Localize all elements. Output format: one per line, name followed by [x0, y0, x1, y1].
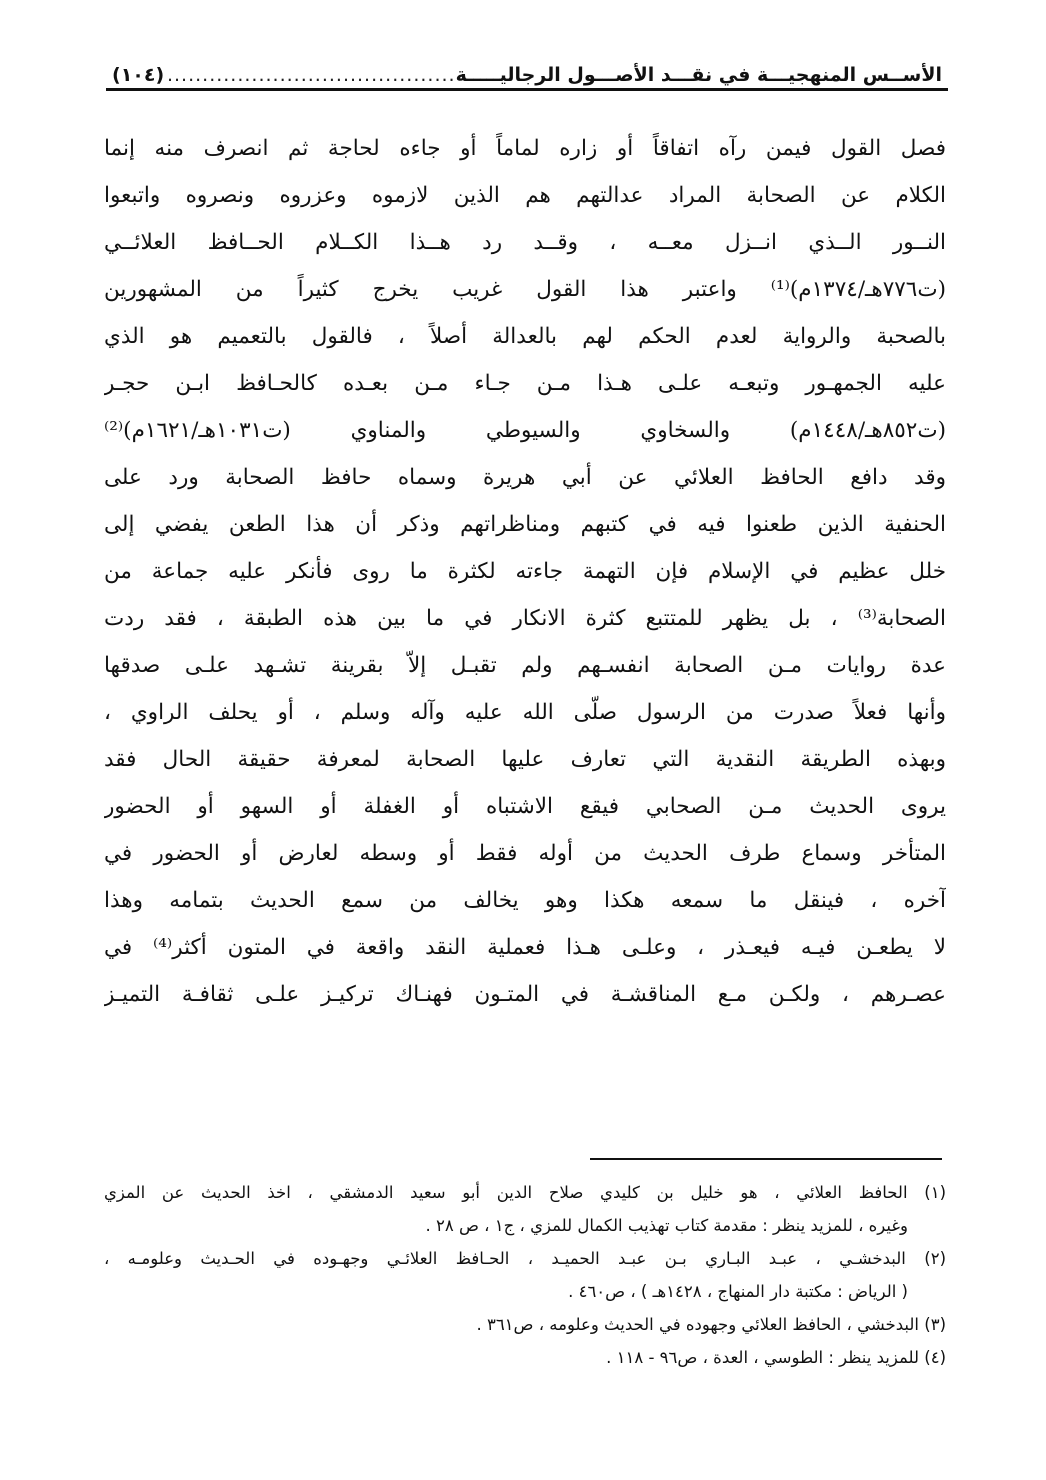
body-line: خلل عظيم في الإسلام فإن التهمة جاءته لكثرة ما روى فأنكر عليه جماعة من [104, 559, 946, 584]
body-line: عدة روايات مـن الصحابة انفسـهم ولم تقبـل إلاّ بقرينة تشـهد علـى صدقها [104, 653, 946, 678]
body-line: الصحابة⁽³⁾ ، بل يظهر للمتتبع كثرة الانكار في ما بين هذه الطبقة ، فقد ردت [104, 606, 946, 631]
footnote-separator [590, 1158, 942, 1160]
footnote-line: ( الرياض : مكتبة دار المنهاج ، ١٤٢٨هـ ) ، ص٤٦٠ . [568, 1282, 908, 1301]
body-line: لا يطعـن فيـه فيعـذر ، وعلـى هـذا فعملية النقد واقعة في المتون أكثر⁽⁴⁾ في [104, 935, 946, 960]
footnote-line: (٢) البدخشـي ، عبـد البـاري بـن عبـد الحميـد ، الحـافظ العلائـي وجهـوده في الحـديث وعلومـه ، [104, 1249, 946, 1268]
running-header-title: الأســس المنهجيـــة في نقـــد الأصـــول الرجاليـــــة [455, 64, 942, 86]
page-number: (١٠٤) [112, 64, 165, 86]
footnotes [104, 1176, 946, 1374]
body-line: فصل القول فيمن رآه اتفاقاً أو زاره لماماً أو جاءه لحاجة ثم انصرف منه إنما [104, 136, 946, 161]
header-leader-dots [164, 64, 455, 86]
body-line: (ت٨٥٢هـ/١٤٤٨م) والسخاوي والسيوطي والمناوي (ت١٠٣١هـ/١٦٢١م)⁽²⁾ [104, 418, 946, 443]
body-line: آخره ، فينقل ما سمعه هكذا وهو يخالف من سمع الحديث بتمامه وهذا [104, 888, 946, 913]
body-line: النــور الــذي انــزل معــه ، وقــد رد هــذا الكــلام الحــافظ العلائــي [104, 230, 946, 255]
footnote-line: وغيره ، للمزيد ينظر : مقدمة كتاب تهذيب الكمال للمزي ، ج١ ، ص ٢٨ . [425, 1216, 908, 1235]
body-line: وأنها فعلاً صدرت من الرسول صلّى الله عليه وآله وسلم ، أو يحلف الراوي ، [104, 700, 946, 725]
body-line: المتأخر وسماع طرف الحديث من أوله فقط أو وسطه لعارض أو الحضور في [104, 841, 946, 866]
body-line: وقد دافع الحافظ العلائي عن أبي هريرة وسماه حافظ الصحابة ورد على [104, 465, 946, 490]
header-rule [106, 88, 948, 91]
body-line: الحنفية الذين طعنوا فيه في كتبهم ومناظراتهم وذكر أن هذا الطعن يفضي إلى [104, 512, 946, 537]
body-line: (ت٧٧٦هـ/١٣٧٤م)⁽¹⁾ واعتبر هذا القول غريب يخرج كثيراً من المشهورين [104, 277, 946, 302]
body-line: الكلام عن الصحابة المراد عدالتهم هم الذين لازموه وعزروه ونصروه واتبعوا [104, 183, 946, 208]
body-line: بالصحبة والرواية لعدم الحكم لهم بالعدالة أصلاً ، فالقول بالتعميم هو الذي [104, 324, 946, 349]
running-header [106, 46, 948, 86]
footnote-line: (٣) البدخشي ، الحافظ العلائي وجهوده في الحديث وعلومه ، ص٣٦١ . [476, 1315, 946, 1334]
body-line: يروى الحديث مـن الصحابي فيقع الاشتباه أو الغفلة أو السهو أو الحضور [104, 794, 946, 819]
footnote-line: (١) الحافظ العلائي ، هو خليل بن كليدي صلاح الدين أبو سعيد الدمشقي ، اخذ الحديث عن المزي [104, 1183, 946, 1202]
body-line: عصـرهم ، ولكـن مـع المناقشـة في المتـون فهنـاك تركيـز علـى ثقافـة التميـز [104, 982, 946, 1007]
body-text [104, 125, 946, 1018]
body-line: عليه الجمهـور وتبعـه علـى هـذا مـن جـاء مـن بعـده كالحـافظ ابـن حجـر [104, 371, 946, 396]
body-line: وبهذه الطريقة النقدية التي تعارف عليها الصحابة لمعرفة حقيقة الحال فقد [104, 747, 946, 772]
footnote-line: (٤) للمزيد ينظر : الطوسي ، العدة ، ص٩٦ - ١١٨ . [606, 1348, 946, 1367]
